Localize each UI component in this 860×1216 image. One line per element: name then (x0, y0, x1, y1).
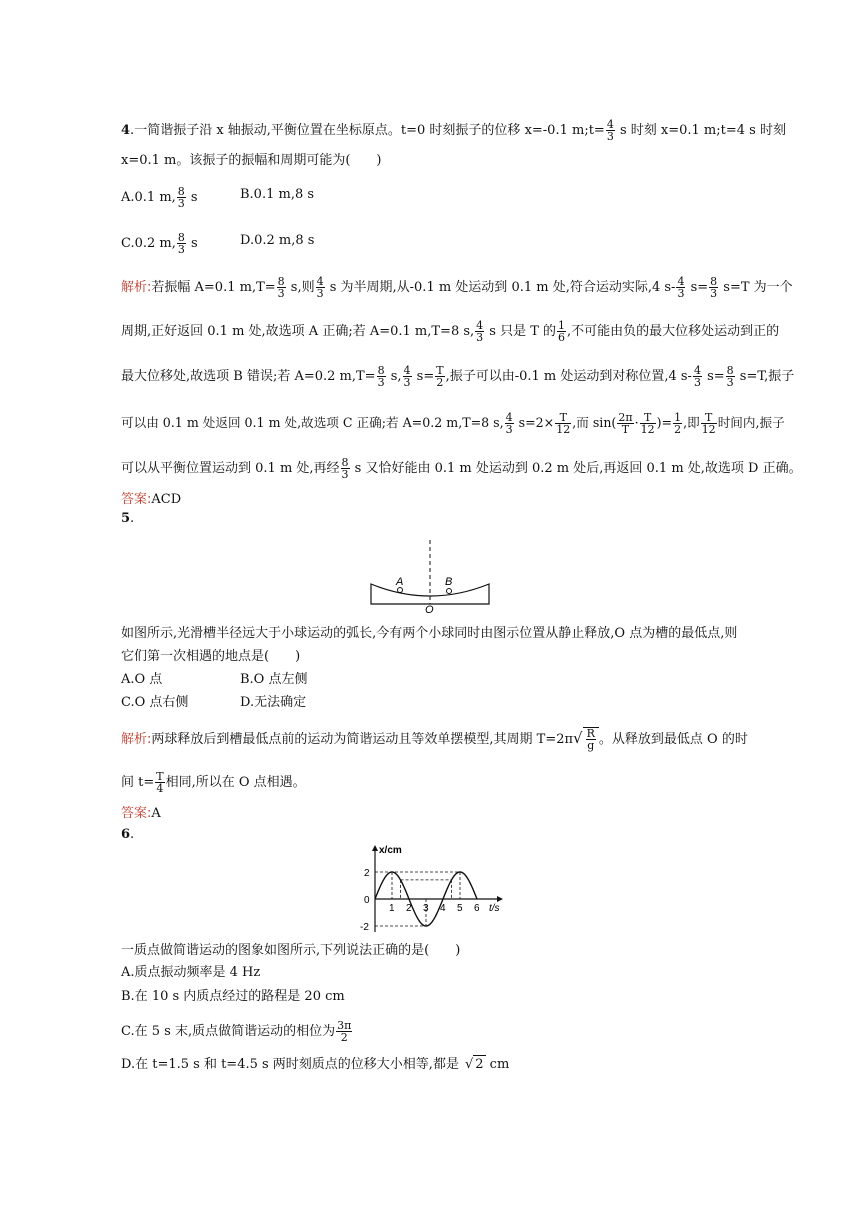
q4-number: 4 (121, 123, 131, 138)
q4-stem-line1: 4.一简谐振子沿 x 轴振动,平衡位置在坐标原点。t=0 时刻振子的位移 x=-0.1 m;t= $\frac{4}{3}$ s 时刻 x=0.1 m;t=4 s 时刻 (121, 118, 786, 143)
q5-analysis-line1: 解析:两球释放后到槽最低点前的运动为简谐运动且等效单摆模型,其周期 T=2π√ $\frac{R}{g}$ 。从释放到最低点 O 的时 (121, 727, 748, 752)
q5-answer: 答案:A (121, 806, 161, 821)
q5-option-a: A.O 点 (121, 672, 163, 687)
q4-analysis-line4: 可以由 0.1 m 处返回 0.1 m 处,故选项 C 正确;若 A=0.2 m,T=8 s, $\frac{4}{3}$ s=2× $\frac{T}{12}$ ,而 sin( $\frac{2\pi}{T}$ · $\frac{T}{12}$ )= $\frac{1}{2}$ ,即 $\frac{T}{12}$ 时间内,振子 (121, 411, 785, 436)
q4-analysis-line3: 最大位移处,故选项 B 错误;若 A=0.2 m,T= $\frac{8}{3}$ s, $\frac{4}{3}$ s= $\frac{T}{2}$ ,振子可以由-0.1 m 处运动到对称位置,4 s- $\frac{4}{3}$ s= $\frac{8}{3}$ s=T,振子 (121, 364, 795, 389)
x-axis-arrow (497, 896, 503, 902)
q5-number: 5. (121, 511, 135, 526)
analysis-label: 解析: (121, 280, 152, 295)
q6-option-a: A.质点振动频率是 4 Hz (121, 965, 261, 980)
q4-option-b: B.0.1 m,8 s (240, 187, 315, 202)
q6-stem: 一质点做简谐运动的图象如图所示,下列说法正确的是( ) (121, 943, 461, 958)
q6-option-d: D.在 t=1.5 s 和 t=4.5 s 两时刻质点的位移大小相等,都是 √ 2 cm (121, 1057, 510, 1072)
label-b: B (445, 576, 453, 588)
fraction: $\frac{4}{3}$ (606, 118, 614, 143)
q6-number: 6. (121, 827, 135, 842)
y-axis-label: x/cm (379, 845, 402, 856)
q5-analysis-line2: 间 t= $\frac{T}{4}$ 相同,所以在 O 点相遇。 (121, 770, 306, 795)
q4-analysis-line1: 解析:若振幅 A=0.1 m,T= $\frac{8}{3}$ s,则 $\frac{4}{3}$ s 为半周期,从-0.1 m 处运动到 0.1 m 处,符合运动实际,4 s- $\frac{4}{3}$ s= $\frac{8}{3}$ s=T 为一个 (121, 275, 793, 300)
y-tick-label--2: -2 (360, 922, 369, 933)
q4-analysis-line5: 可以从平衡位置运动到 0.1 m 处,再经 $\frac{8}{3}$ s 又恰好能由 0.1 m 处运动到 0.2 m 处后,再返回 0.1 m 处,故选项 D 正确。 (121, 456, 802, 481)
q4-option-d: D.0.2 m,8 s (240, 233, 315, 248)
q4-answer: 答案:ACD (121, 492, 182, 507)
ball-a (398, 588, 403, 593)
x-tick-label-6: 6 (474, 903, 480, 914)
q6-option-c: C.在 5 s 末,质点做简谐运动的相位为 $\frac{3\pi}{2}$ (121, 1019, 352, 1044)
x-axis-label: t/s (489, 903, 500, 914)
x-tick-label-5: 5 (457, 903, 463, 914)
q6-option-b: B.在 10 s 内质点经过的路程是 20 cm (121, 989, 345, 1004)
x-tick-label-1: 1 (389, 903, 395, 914)
q4-stem-line2: x=0.1 m。该振子的振幅和周期可能为( ) (121, 153, 382, 168)
label-o: O (425, 604, 434, 613)
q5-stem-line1: 如图所示,光滑槽半径远大于小球运动的弧长,今有两个小球同时由图示位置从静止释放,O 点为槽的最低点,则 (121, 626, 738, 641)
q5-groove-figure (368, 538, 498, 613)
q5-option-b: B.O 点左侧 (240, 672, 308, 687)
x-tick-label-2: 2 (406, 903, 412, 914)
y-axis-arrow (372, 845, 378, 851)
ball-b (447, 589, 452, 594)
q6-chart (355, 843, 515, 938)
y-tick-label-2: 2 (364, 868, 370, 879)
x-tick-label-4: 4 (440, 903, 446, 914)
q4-option-a: A.0.1 m, $\frac{8}{3}$ s (121, 185, 198, 210)
y-tick-label-0: 0 (364, 895, 370, 906)
q4-analysis-line2: 周期,正好返回 0.1 m 处,故选项 A 正确;若 A=0.1 m,T=8 s, $\frac{4}{3}$ s 只是 T 的 $\frac{1}{6}$ ,不可能由负的最大位移处运动到正的 (121, 319, 780, 344)
analysis-label: 解析: (121, 732, 152, 747)
q5-stem-line2: 它们第一次相遇的地点是( ) (121, 649, 301, 664)
q4-option-c: C.0.2 m, $\frac{8}{3}$ s (121, 231, 198, 256)
label-a: A (396, 576, 404, 588)
q5-option-d: D.无法确定 (240, 695, 307, 710)
groove-shape (371, 584, 489, 604)
answer-label: 答案: (121, 806, 152, 821)
x-tick-label-3: 3 (423, 903, 429, 914)
q5-option-c: C.O 点右侧 (121, 695, 189, 710)
answer-label: 答案: (121, 492, 152, 507)
